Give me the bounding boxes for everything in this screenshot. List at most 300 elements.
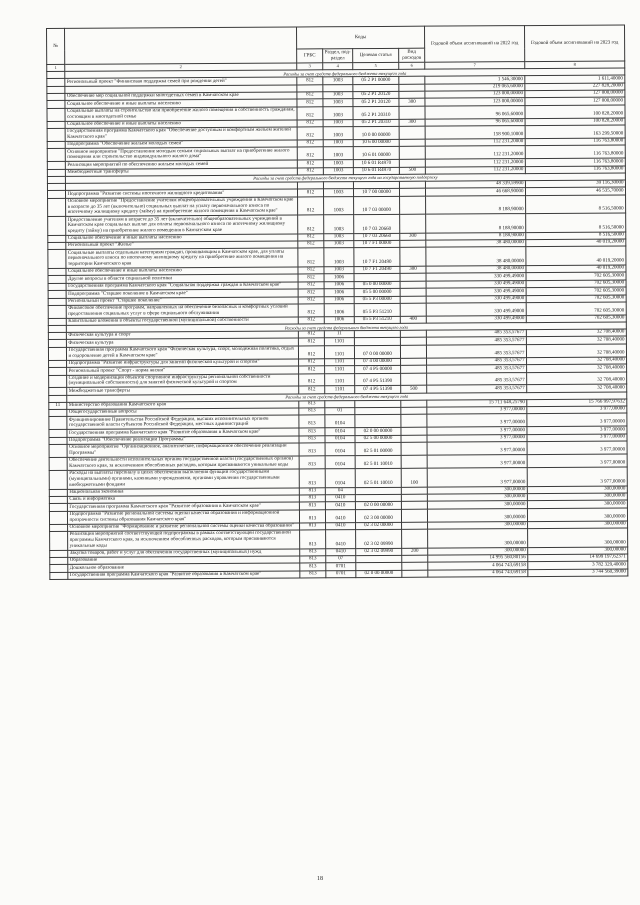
grbs-cell: 812 [298,274,324,282]
amount-2023-cell: 32 708,40000 [526,329,626,337]
name-cell: Обеспечение мер социальной поддержки многодетных семей в Камчатском крае [65,92,297,101]
type-cell [399,147,425,160]
amount-2023-cell: 127 000,00000 [525,97,625,105]
amount-2022-cell: 300,00000 [428,547,528,555]
section-cell: 1101 [325,373,355,386]
name-cell: Национальная экономика [67,488,299,497]
target-cell: 02 5 01 10010 [355,468,401,487]
name-cell: Межбюджетные трансферты [65,168,297,177]
grbs-cell: 813 [300,556,326,564]
target-cell: 02 3 02 00000 [356,522,402,530]
index-cell: 8 [525,61,625,69]
grbs-cell: 812 [297,189,323,197]
grbs-cell: 812 [299,386,325,394]
amount-2022-cell: 485 353,57677 [427,385,527,393]
grbs-cell: 812 [297,127,323,140]
grbs-cell: 813 [299,495,325,503]
num-cell [48,347,66,360]
amount-2023-cell: 15 766 997,97632 [527,399,627,407]
name-cell: Государственная программа Камчатского края "Физическая культура, спорт, молодежная политика, отдых и оздоровление детей в Камчатском крае" [66,346,298,360]
target-cell: 07 4 P5 51390 [355,386,401,394]
section-cell: 1006 [324,304,354,317]
type-cell [399,91,425,99]
amount-2022-cell: 8 188,90000 [426,232,526,240]
num-cell [48,332,66,339]
name-cell: Образование [68,556,300,565]
index-cell: 3 [297,63,323,71]
name-cell: Региональный проект "Жилье" [66,241,298,250]
type-cell [400,214,426,233]
header-vol-2023: Годовой объем ассигнований на 2023 год [525,25,625,62]
index-cell: 5 [353,62,399,70]
target-cell: 10 7 03 20660 [354,214,400,233]
amount-2023-cell: 8 516,50000 [526,232,626,240]
grbs-cell: 812 [297,160,323,168]
amount-2023-cell: 32 708,40000 [527,384,627,392]
name-cell: Подпрограмма "Старшее поколение в Камчатском крае" [66,289,298,298]
budget-table [46,24,628,580]
grbs-cell: 812 [297,119,323,127]
num-cell [48,268,66,275]
amount-2023-cell: 3 744 560,39000 [528,569,628,577]
target-cell: 05 5 P3 51210 [354,303,400,316]
section-cell: 1006 [324,316,354,324]
type-cell: 200 [402,548,428,556]
amount-2023-cell: 300,00000 [527,508,627,522]
type-cell: 400 [400,316,426,324]
target-cell: 07 4 P5 00000 [355,365,401,373]
section-cell: 1003 [324,248,354,267]
amount-2023-cell: 227 828,20000 [525,82,625,90]
num-cell [48,340,66,347]
section-cell: 1006 [324,281,354,289]
grbs-cell: 812 [298,289,324,297]
amount-2023-cell: 3 977,00000 [527,454,627,468]
header-target: Целевая статья [353,48,399,62]
grbs-cell: 813 [299,469,325,488]
type-cell [401,415,427,428]
type-cell [401,442,427,455]
section-cell: 1006 [324,289,354,297]
num-cell [49,470,67,489]
num-cell [47,93,65,100]
grbs-cell: 813 [300,530,326,549]
target-cell: 07 4 P5 51390 [355,373,401,386]
type-cell [400,196,426,215]
grbs-cell: 812 [297,167,323,175]
num-cell [47,79,65,86]
amount-2023-cell: 40 019,20000 [526,246,626,265]
num-cell [49,457,67,470]
name-cell: Физическая культура [66,338,298,347]
num-cell [47,162,65,169]
amount-2023-cell: 3 977,00000 [527,406,627,414]
type-cell: 500 [401,386,427,394]
target-cell: 02 0 00 00000 [355,502,401,510]
amount-2022-cell: 300,00000 [428,529,528,548]
name-cell: Капитальные вложения в объекты государственной (муниципальной) собственности [66,317,298,326]
grbs-cell: 812 [298,215,324,234]
amount-2022-cell: 38 480,00000 [426,240,526,248]
grbs-cell: 813 [299,428,325,436]
amount-2023-cell: 8 516,50000 [526,195,626,214]
amount-2023-cell: 32 708,40000 [527,364,627,372]
grbs-cell: 813 [300,563,326,571]
section-cell: 01 [325,408,355,416]
section-cell: 0104 [325,428,355,436]
type-cell [402,570,428,578]
amount-2023-cell: 39 116,30000 [525,180,625,188]
section-cell: 11 [324,331,354,339]
index-cell: 2 [65,63,297,72]
num-cell [49,489,67,496]
grbs-cell: 813 [300,548,326,556]
section-cell: 0410 [325,509,355,522]
grbs-cell: 812 [298,304,324,317]
name-cell: Финансовое обеспечение программ, направленных на обеспечение безопасных и комфортных условий предоставления социальных услуг в сфере социального обслуживания [66,304,298,318]
amount-2022-cell: 485 353,57677 [427,357,527,365]
grbs-cell: 812 [298,241,324,249]
name-cell: Подпрограмма "Обеспечение реализации Программы" [67,436,299,445]
num-cell [47,108,65,121]
amount-2023-cell: 300,00000 [528,547,628,555]
section-cell: 1003 [323,99,353,107]
amount-2022-cell: 112 231,20000 [425,166,525,174]
amount-2022-cell: 485 353,57677 [427,372,527,386]
grbs-cell: 812 [298,346,324,359]
grbs-cell: 813 [299,408,325,416]
target-cell: 02 3 02 09990 [356,548,402,556]
amount-2023-cell: 32 708,40000 [527,357,627,365]
name-cell: Физическая культура и спорт [66,331,298,340]
amount-2022-cell: 48 339,59900 [425,180,525,188]
section-cell: 1003 [323,160,353,168]
amount-2022-cell: 3 977,00000 [427,455,527,469]
amount-2022-cell: 330 499,49000 [426,302,526,316]
header-section: Раздел, под-раздел [323,49,353,63]
index-cell: 1 [47,64,65,71]
amount-2022-cell: 1 546,30000 [425,76,525,84]
name-cell: Основное мероприятие "Предоставление молодым семьям социальных выплат на приобретение жилого помещения или строительство индивидуального жилого дома" [65,147,297,161]
num-cell [49,430,67,437]
target-cell: 02 3 00 00000 [355,509,401,522]
amount-2022-cell: 330 499,49000 [426,280,526,288]
amount-2022-cell: 38 480,00000 [426,266,526,274]
target-cell: 02 0 00 00000 [356,570,402,578]
num-cell [47,121,65,128]
num-cell [49,496,67,503]
grbs-cell: 812 [297,106,323,119]
grbs-cell: 812 [298,196,324,215]
name-cell: Государственная программа Камчатского края "Социальная поддержка граждан в Камчатском крае" [66,282,298,291]
num-cell [48,242,66,249]
target-cell [355,415,401,428]
amount-2023-cell: 127 000,00000 [525,90,625,98]
target-cell: 07 0 00 00000 [354,345,400,358]
amount-2022-cell: 112 231,20000 [425,139,525,147]
num-cell [49,444,67,457]
num-cell [48,305,66,318]
section-cell: 0104 [325,469,355,488]
num-cell [47,141,65,148]
page-number: 18 [317,876,323,882]
type-cell: 100 [401,468,427,487]
name-cell: Государственная программа Камчатского края "Развитие образования в Камчатском крае" [67,502,299,511]
subheading-text: Расходы за счет средств федерального бюджета текущего года на государственную поддержку [65,173,625,183]
section-cell: 1003 [324,196,354,215]
num-cell [48,235,66,242]
amount-2023-cell: 116 763,80000 [525,158,625,166]
target-cell: 10 6 01 R4970 [353,160,399,168]
amount-2023-cell: 702 605,30000 [526,287,626,295]
name-cell: Предоставление учителям в возрасте до 35 лет (включительно) общеобразовательных учреждений в Камчатском крае социальных выплат для оплаты первоначального взноса по ипотечному жилищному кредиту (займу) на приобретение жилого помещения в Камчатском крае [66,215,298,235]
type-cell [401,509,427,522]
amount-2023-cell: 702 605,30000 [526,302,626,316]
section-cell: 0104 [325,415,355,428]
amount-2022-cell: 3 977,00000 [427,427,527,435]
num-cell [49,368,67,375]
amount-2022-cell: 300,00000 [427,508,527,522]
amount-2023-cell: 14 699 197,62371 [528,554,628,562]
header-grbs: ГРБС [297,49,323,63]
amount-2022-cell: 3 977,00000 [427,468,527,487]
num-cell [48,217,66,236]
name-cell: Региональный проект "Старшее поколение" [66,296,298,305]
grbs-cell: 813 [299,443,325,456]
amount-2023-cell: 300,00000 [527,500,627,508]
name-cell: Создание и модернизация объектов спортивной инфраструктуры региональной собственности (муниципальной собственности) для занятий физической культурой и спортом [67,373,299,387]
target-cell: 10 7 F1 20490 [354,248,400,267]
grbs-cell: 812 [297,99,323,107]
amount-2022-cell: 219 065,60000 [425,83,525,91]
index-cell: 4 [323,63,353,71]
num-cell [49,504,67,511]
name-cell: Общегосударственные вопросы [67,408,299,417]
section-cell: 1003 [323,189,353,197]
type-cell [401,373,427,386]
section-cell: 07 [326,556,356,564]
type-cell [400,345,426,358]
num-cell [48,291,66,298]
amount-2022-cell: 96 065,60000 [425,118,525,126]
amount-2022-cell: 485 353,57677 [426,330,526,338]
grbs-cell: 813 [299,487,325,495]
num-cell [48,298,66,305]
name-cell: Основное мероприятие "Формирование и развитие региональной системы оценки качества образования" [68,523,300,532]
amount-2022-cell: 300,00000 [427,501,527,509]
num-cell [47,169,65,176]
amount-2023-cell: 40 019,20000 [526,239,626,247]
target-cell: 05 0 00 00000 [354,281,400,289]
name-cell: Государственная программа Камчатского края "Обеспечение доступным и комфортным жильем жителей Камчатского края" [65,127,297,141]
grbs-cell: 813 [299,456,325,469]
subheading-text: Расходы за счет средств федерального бюджета текущего года [65,68,625,78]
target-cell: 10 6 01 00000 [353,147,399,160]
section-cell: 1003 [323,140,353,148]
num-cell [48,318,66,325]
name-cell: Основное мероприятие "Предоставление учителям общеобразовательных учреждений в Камчатском крае в возрасте до 35 лет (включительно) социальных выплат на уплату первоначального взноса по ипотечному жилищному кредиту (займу) на приобретение жилого помещения в Камчатском крае" [66,197,298,217]
target-cell: 10 0 00 00000 [353,126,399,139]
amount-2022-cell: 300,00000 [427,494,527,502]
amount-2022-cell: 330 499,49000 [426,288,526,296]
section-cell: 1101 [325,358,355,366]
num-cell [47,128,65,141]
section-cell: 0410 [325,502,355,510]
amount-2022-cell: 38 480,00000 [426,247,526,266]
grbs-cell: 813 [299,400,325,408]
target-cell: 10 6 01 R4970 [353,167,399,175]
amount-2022-cell: 123 000,00000 [425,90,525,98]
name-cell: Социальное обеспечение и иные выплаты населению [65,120,297,129]
target-cell: 10 7 03 00000 [354,196,400,215]
amount-2022-cell: 485 353,57677 [426,337,526,345]
amount-2023-cell: 300,00000 [527,486,627,494]
grbs-cell: 812 [298,248,324,267]
amount-2022-cell: 3 977,00000 [427,407,527,415]
section-cell: 1003 [323,92,353,100]
type-cell: 300 [399,98,425,106]
section-cell: 1006 [324,296,354,304]
section-cell: 0410 [326,530,356,549]
type-cell [399,76,425,84]
type-cell [399,84,425,92]
section-cell: 0410 [326,522,356,530]
section-cell: 1003 [323,147,353,160]
subheading-text: Расходы за счет средств федерального бюджета текущего года [66,322,626,332]
grbs-cell: 813 [299,415,325,428]
num-cell [49,417,67,430]
amount-2023-cell: 702 605,30000 [526,280,626,288]
target-cell: 05 5 00 00000 [354,288,400,296]
amount-2023-cell: 3 977,00000 [527,441,627,455]
amount-2023-cell: 32 708,40000 [526,344,626,358]
grbs-cell: 812 [297,147,323,160]
index-cell: 6 [399,62,425,70]
grbs-cell: 812 [297,140,323,148]
amount-2023-cell: 32 708,40000 [526,336,626,344]
target-cell: 05 5 P3 51210 [354,316,400,324]
amount-2022-cell: 14 995 560,80156 [428,555,528,563]
name-cell: Социальные выплаты на строительство или приобретение жилого помещения в собственность гражданам, состоящим в многодетной семье [65,107,297,121]
type-cell: 300 [400,233,426,241]
name-cell: Подпрограмма "Обеспечение жильем молодых семей" [65,140,297,149]
num-cell [49,511,67,524]
name-cell: Государственная программа Камчатского края "Развитие образования в Камчатском крае" [67,428,299,437]
amount-2023-cell: 100 828,20000 [525,118,625,126]
amount-2022-cell: 15 711 648,25790 [427,399,527,407]
target-cell: 05 2 P1 20310 [353,119,399,127]
subheading-text: Расходы за счет средств федерального бюджета текущего года [67,392,627,402]
target-cell: 02 5 01 10010 [355,455,401,468]
name-cell: Дошкольное образование [68,563,300,572]
amount-2023-cell: 300,00000 [528,521,628,529]
num-cell [49,409,67,416]
amount-2022-cell: 112 231,20000 [425,159,525,167]
section-cell: 0701 [326,570,356,578]
index-cell: 7 [425,62,525,70]
table-header-row [47,25,625,51]
amount-2023-cell: 3 782 329,40000 [528,561,628,569]
grbs-cell: 813 [299,502,325,510]
grbs-cell: 812 [297,92,323,100]
target-cell: 10 7 03 20660 [354,233,400,241]
amount-2022-cell: 3 977,00000 [427,442,527,456]
amount-2022-cell: 8 188,90000 [426,214,526,233]
amount-2023-cell: 40 019,20000 [526,265,626,273]
amount-2023-cell: 116 763,80000 [525,138,625,146]
amount-2022-cell: 300,00000 [428,521,528,529]
grbs-cell: 812 [299,359,325,367]
amount-2022-cell: 46 668,90000 [426,188,526,196]
amount-2023-cell: 32 708,40000 [527,371,627,385]
grbs-cell: 812 [298,331,324,339]
table-body [47,68,628,579]
type-cell: 500 [399,167,425,175]
num-cell [47,191,65,198]
section-cell: 1003 [324,267,354,275]
amount-2023-cell: 300,00000 [527,493,627,501]
target-cell: 02 5 01 00000 [355,442,401,455]
amount-2023-cell: 3 977,00000 [527,426,627,434]
type-cell [399,106,425,119]
header-codes: Коды [296,26,424,49]
amount-2022-cell: 158 900,10000 [425,126,525,140]
amount-2023-cell: 3 977,00000 [527,413,627,427]
amount-2022-cell: 330 499,49000 [426,295,526,303]
amount-2023-cell: 8 516,50000 [526,213,626,232]
type-cell: 300 [400,266,426,274]
num-cell [48,250,66,269]
name-cell: Подпрограмма "Развитие региональной системы оценки качества образования и информационной прозрачности системы образования Камчатского края" [67,510,299,524]
header-type: Вид расходов [399,48,425,62]
num-cell: 11 [49,402,67,409]
section-cell: 1003 [323,106,353,119]
amount-2023-cell: 3 977,00000 [527,434,627,442]
header-num: № [47,28,65,64]
grbs-cell: 812 [298,338,324,346]
name-cell: Социальное обеспечение и иные выплаты населению [66,267,298,276]
amount-2022-cell: 485 353,57677 [427,365,527,373]
num-cell [47,183,65,190]
name-cell: Другие вопросы в области социальной политики [66,274,298,283]
amount-2023-cell: 702 605,30000 [526,315,626,323]
target-cell: 10 7 F1 20490 [354,266,400,274]
section-cell: 1003 [324,241,354,249]
section-cell: 0104 [325,443,355,456]
section-cell: 1003 [323,127,353,140]
grbs-cell: 813 [300,522,326,530]
target-cell: 05 2 P1 20310 [353,106,399,119]
grbs-cell: 812 [297,77,323,85]
name-cell: Расходы на выплаты персоналу в целях обеспечения выполнения функций государственными (муниципальными) органами, казенными учреждениями, органами управления государственными внебюджетными фондами [67,469,299,489]
name-cell: Функционирование Правительства Российской Федерации, высших исполнительных органов государственной власти субъектов Российской Федерации, местных администраций [67,415,299,429]
num-cell [49,360,67,367]
grbs-cell: 812 [299,366,325,374]
section-cell: 1003 [323,167,353,175]
num-cell [50,550,68,557]
name-cell: Социальные выплаты отдельным категориям граждан, проживающим в Камчатском крае, для уплаты первоначального взноса по ипотечному жилищному кредиту на приобретение жилого помещения на территории Камчатского края [66,248,298,268]
num-cell [50,557,68,564]
section-cell: 1003 [324,215,354,234]
amount-2022-cell: 4 064 743,69158 [428,569,528,577]
grbs-cell: 813 [299,436,325,444]
num-cell [48,283,66,290]
amount-2023-cell: 163 299,50000 [525,125,625,139]
num-cell [49,388,67,395]
type-cell [399,139,425,147]
amount-2022-cell: 96 065,60000 [425,105,525,119]
section-cell: 0104 [325,456,355,469]
